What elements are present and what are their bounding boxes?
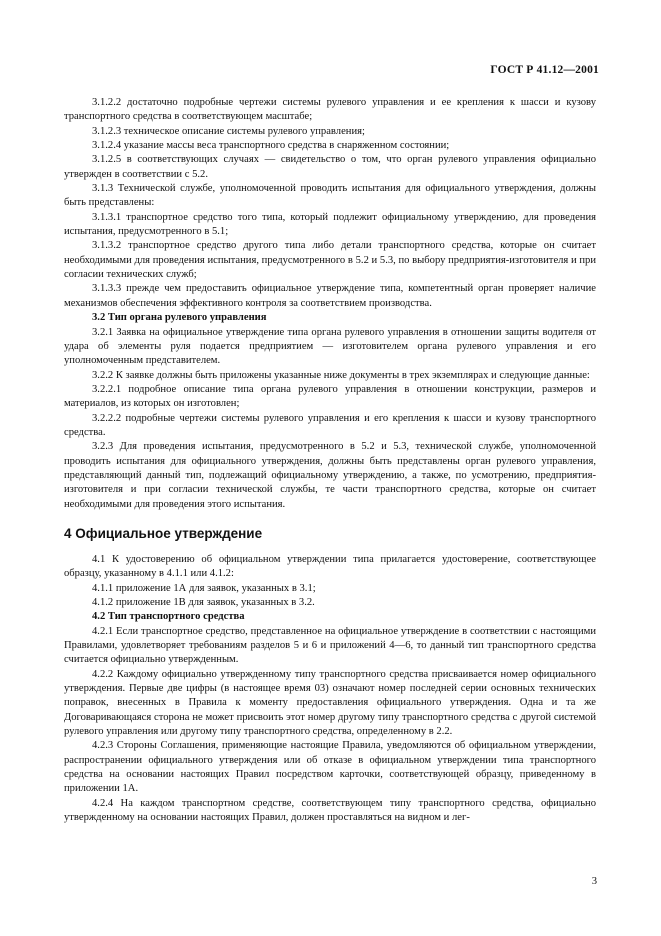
paragraph: 3.2.3 Для проведения испытания, предусмотренного в 5.2 и 5.3, технической службе, уполномоченной проводить испытания для официального утверждения, должны быть представлены орган рулевого управления, представляющий данный тип, подлежащий официальному утверждению, а также, по усмотрению, предприятия-изготовителя и при согласии технической службы, те части транспортного средства, которые он считает необходимыми для проведения этого испытания. xyxy=(64,441,596,510)
paragraph: 3.1.3.1 транспортное средство того типа, который подлежит официальному утверждению, для проведения испытания, предусмотренного в 5.1; xyxy=(64,211,596,238)
paragraph: 4.1.2 приложение 1В для заявок, указанных в 3.2. xyxy=(92,597,315,608)
paragraph: 3.2.2.1 подробное описание типа органа рулевого управления в отношении конструкции, размеров и материалов, из которых он изготовлен; xyxy=(64,383,596,410)
paragraph: 4.1 К удостоверению об официальном утверждении типа прилагается удостоверение, соответствующее образцу, указанному в 4.1.1 или 4.1.2: xyxy=(64,553,596,580)
paragraph: 3.2.2 К заявке должны быть приложены указанные ниже документы в трех экземплярах и следующие данные: xyxy=(92,369,590,381)
subsection-heading-3-2: 3.2 Тип органа рулевого управления xyxy=(92,312,267,324)
page-number: 3 xyxy=(591,876,597,887)
paragraph: 3.1.3.2 транспортное средство другого типа либо детали транспортного средства, которые он считает необходимыми для проведения испытания, предусмотренного в 5.2 и 5.3, по выбору предприятия-изготовителя и при согласии технических служб; xyxy=(64,240,596,281)
subsection-heading-4-2: 4.2 Тип транспортного средства xyxy=(92,611,245,623)
paragraph: 4.1.1 приложение 1А для заявок, указанных в 3.1; xyxy=(92,582,316,594)
paragraph: 4.2.2 Каждому официально утвержденному типу транспортного средства присваивается номер официального утверждения. Первые две цифры (в настоящее время 03) означают номер последней серии основных технических поправок, внесенных в Правила к моменту предоставления официального утверждения. Одна и та же Договаривающаяся сторона не может присвоить этот номер другому типу транспортного средства с другой системой рулевого управления или другому типу транспортного средства, определенному в 2.2. xyxy=(64,668,596,738)
paragraph: 3.2.2.2 подробные чертежи системы рулевого управления и его крепления к шасси и кузову транспортного средства. xyxy=(64,412,596,438)
paragraph: 3.1.2.5 в соответствующих случаях — свидетельство о том, что орган рулевого управления официально утвержден в соответствии с 5.2. xyxy=(64,154,596,180)
paragraph: 4.2.3 Стороны Соглашения, применяющие настоящие Правила, уведомляются об официальном утверждении, распространении официального утверждения или об отказе в официальном утверждении типа транспортного средства на основании настоящих Правил посредством карточки, соответствующей образцу, приведенному в приложении 1А. xyxy=(64,740,596,795)
paragraph: 3.1.3.3 прежде чем предоставить официальное утверждение типа, компетентный орган проверяет наличие механизмов обеспечения эффективного контроля за соответствием производства. xyxy=(64,283,596,309)
section-heading-4: 4 Официальное утверждение xyxy=(64,525,263,541)
paragraph: 4.2.4 На каждом транспортном средстве, соответствующем типу транспортного средства, официально утвержденному на основании настоящих Правил, должен проставляться на видном и лег- xyxy=(64,797,596,824)
paragraph: 3.1.3 Технической службе, уполномоченной проводить испытания для официального утверждения, должны быть представлены: xyxy=(64,183,596,209)
document-code-header: ГОСТ Р 41.12—2001 xyxy=(490,64,599,76)
document-body xyxy=(64,96,596,826)
paragraph: 4.2.1 Если транспортное средство, представленное на официальное утверждение в соответствии с настоящими Правилами, удовлетворяет требованиям разделов 5 и 6 и приложений 4—6, то данный тип транспортного средства считается официально утвержденным. xyxy=(64,625,596,666)
paragraph: 3.1.2.4 указание массы веса транспортного средства в снаряженном состоянии; xyxy=(92,140,450,152)
paragraph: 3.1.2.3 техническое описание системы рулевого управления; xyxy=(92,125,365,137)
paragraph: 3.1.2.2 достаточно подробные чертежи системы рулевого управления и ее крепления к шасси и кузову транспортного средства в соответствующем масштабе; xyxy=(64,97,596,123)
paragraph: 3.2.1 Заявка на официальное утверждение типа органа рулевого управления в отношении защиты водителя от удара об элементы руля подается предприятием — изготовителем органа рулевого управления и его уполномоченным представителем. xyxy=(64,326,596,367)
